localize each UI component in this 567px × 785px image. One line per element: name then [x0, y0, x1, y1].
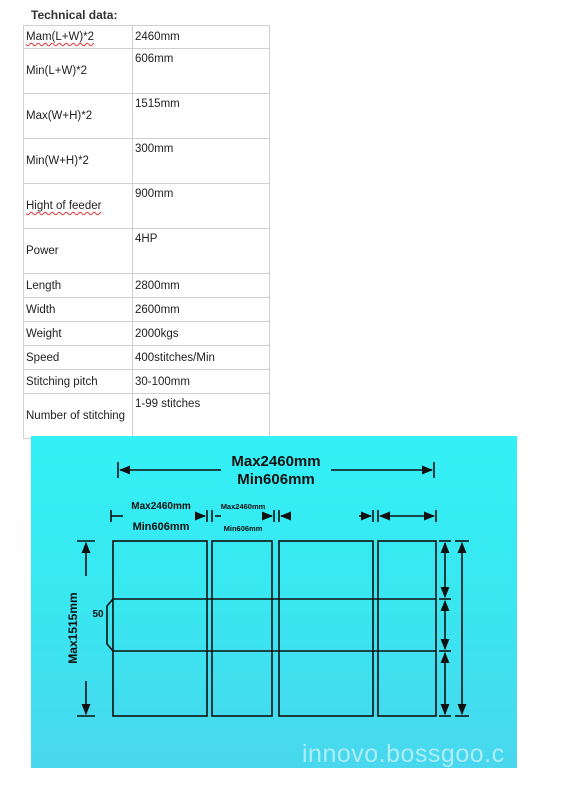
row-label: Power [24, 229, 133, 274]
row-label: Mam(L+W)*2 [24, 26, 133, 49]
table-row [24, 184, 270, 229]
row-label: Min(L+W)*2 [24, 49, 133, 94]
table-row [24, 346, 270, 370]
row-value: 900mm [133, 184, 270, 229]
row-label: Stitching pitch [24, 370, 133, 394]
row-value: 2460mm [133, 26, 270, 49]
row-label: Number of stitching [24, 394, 133, 439]
table-row [24, 298, 270, 322]
row-value: 400stitches/Min [133, 346, 270, 370]
row-value: 4HP [133, 229, 270, 274]
table-row [24, 94, 270, 139]
row-value: 2600mm [133, 298, 270, 322]
panel-1 [113, 541, 207, 716]
table-heading: Technical data: [31, 8, 118, 22]
side-max-label: Max1515mm [66, 592, 80, 664]
panel1-min-label: Min606mm [132, 521, 190, 533]
glue-flap [107, 599, 113, 651]
table-row [24, 139, 270, 184]
table-row [24, 229, 270, 274]
table-row [24, 274, 270, 298]
table-row [24, 322, 270, 346]
row-value: 606mm [133, 49, 270, 94]
row-label: Hight of feeder [24, 184, 133, 229]
row-label: Min(W+H)*2 [24, 139, 133, 184]
row-value: 2800mm [133, 274, 270, 298]
flap-label: 50 [92, 609, 104, 620]
table-row [24, 394, 270, 439]
panel-2 [212, 541, 272, 716]
panel1-max-label: Max2460mm [131, 501, 191, 512]
table-row [24, 26, 270, 49]
top-max-label: Max2460mm [231, 453, 321, 470]
top-min-label: Min606mm [237, 471, 315, 488]
row-value: 2000kgs [133, 322, 270, 346]
panel-4 [378, 541, 436, 716]
table-row [24, 49, 270, 94]
row-label: Speed [24, 346, 133, 370]
panel2-min-label: Min606mm [223, 524, 263, 533]
panel-3 [279, 541, 373, 716]
panel2-max-label: Max2460mm [220, 502, 266, 511]
row-value: 300mm [133, 139, 270, 184]
row-label: Weight [24, 322, 133, 346]
row-label: Max(W+H)*2 [24, 94, 133, 139]
row-value: 1-99 stitches [133, 394, 270, 439]
row-label: Width [24, 298, 133, 322]
technical-data-table [23, 25, 270, 439]
table-row [24, 370, 270, 394]
diagram-drawing [31, 436, 517, 768]
row-value: 30-100mm [133, 370, 270, 394]
row-label: Length [24, 274, 133, 298]
watermark-text: innovo.bossgoo.c [302, 740, 505, 768]
box-dimension-diagram [31, 436, 517, 768]
row-value: 1515mm [133, 94, 270, 139]
